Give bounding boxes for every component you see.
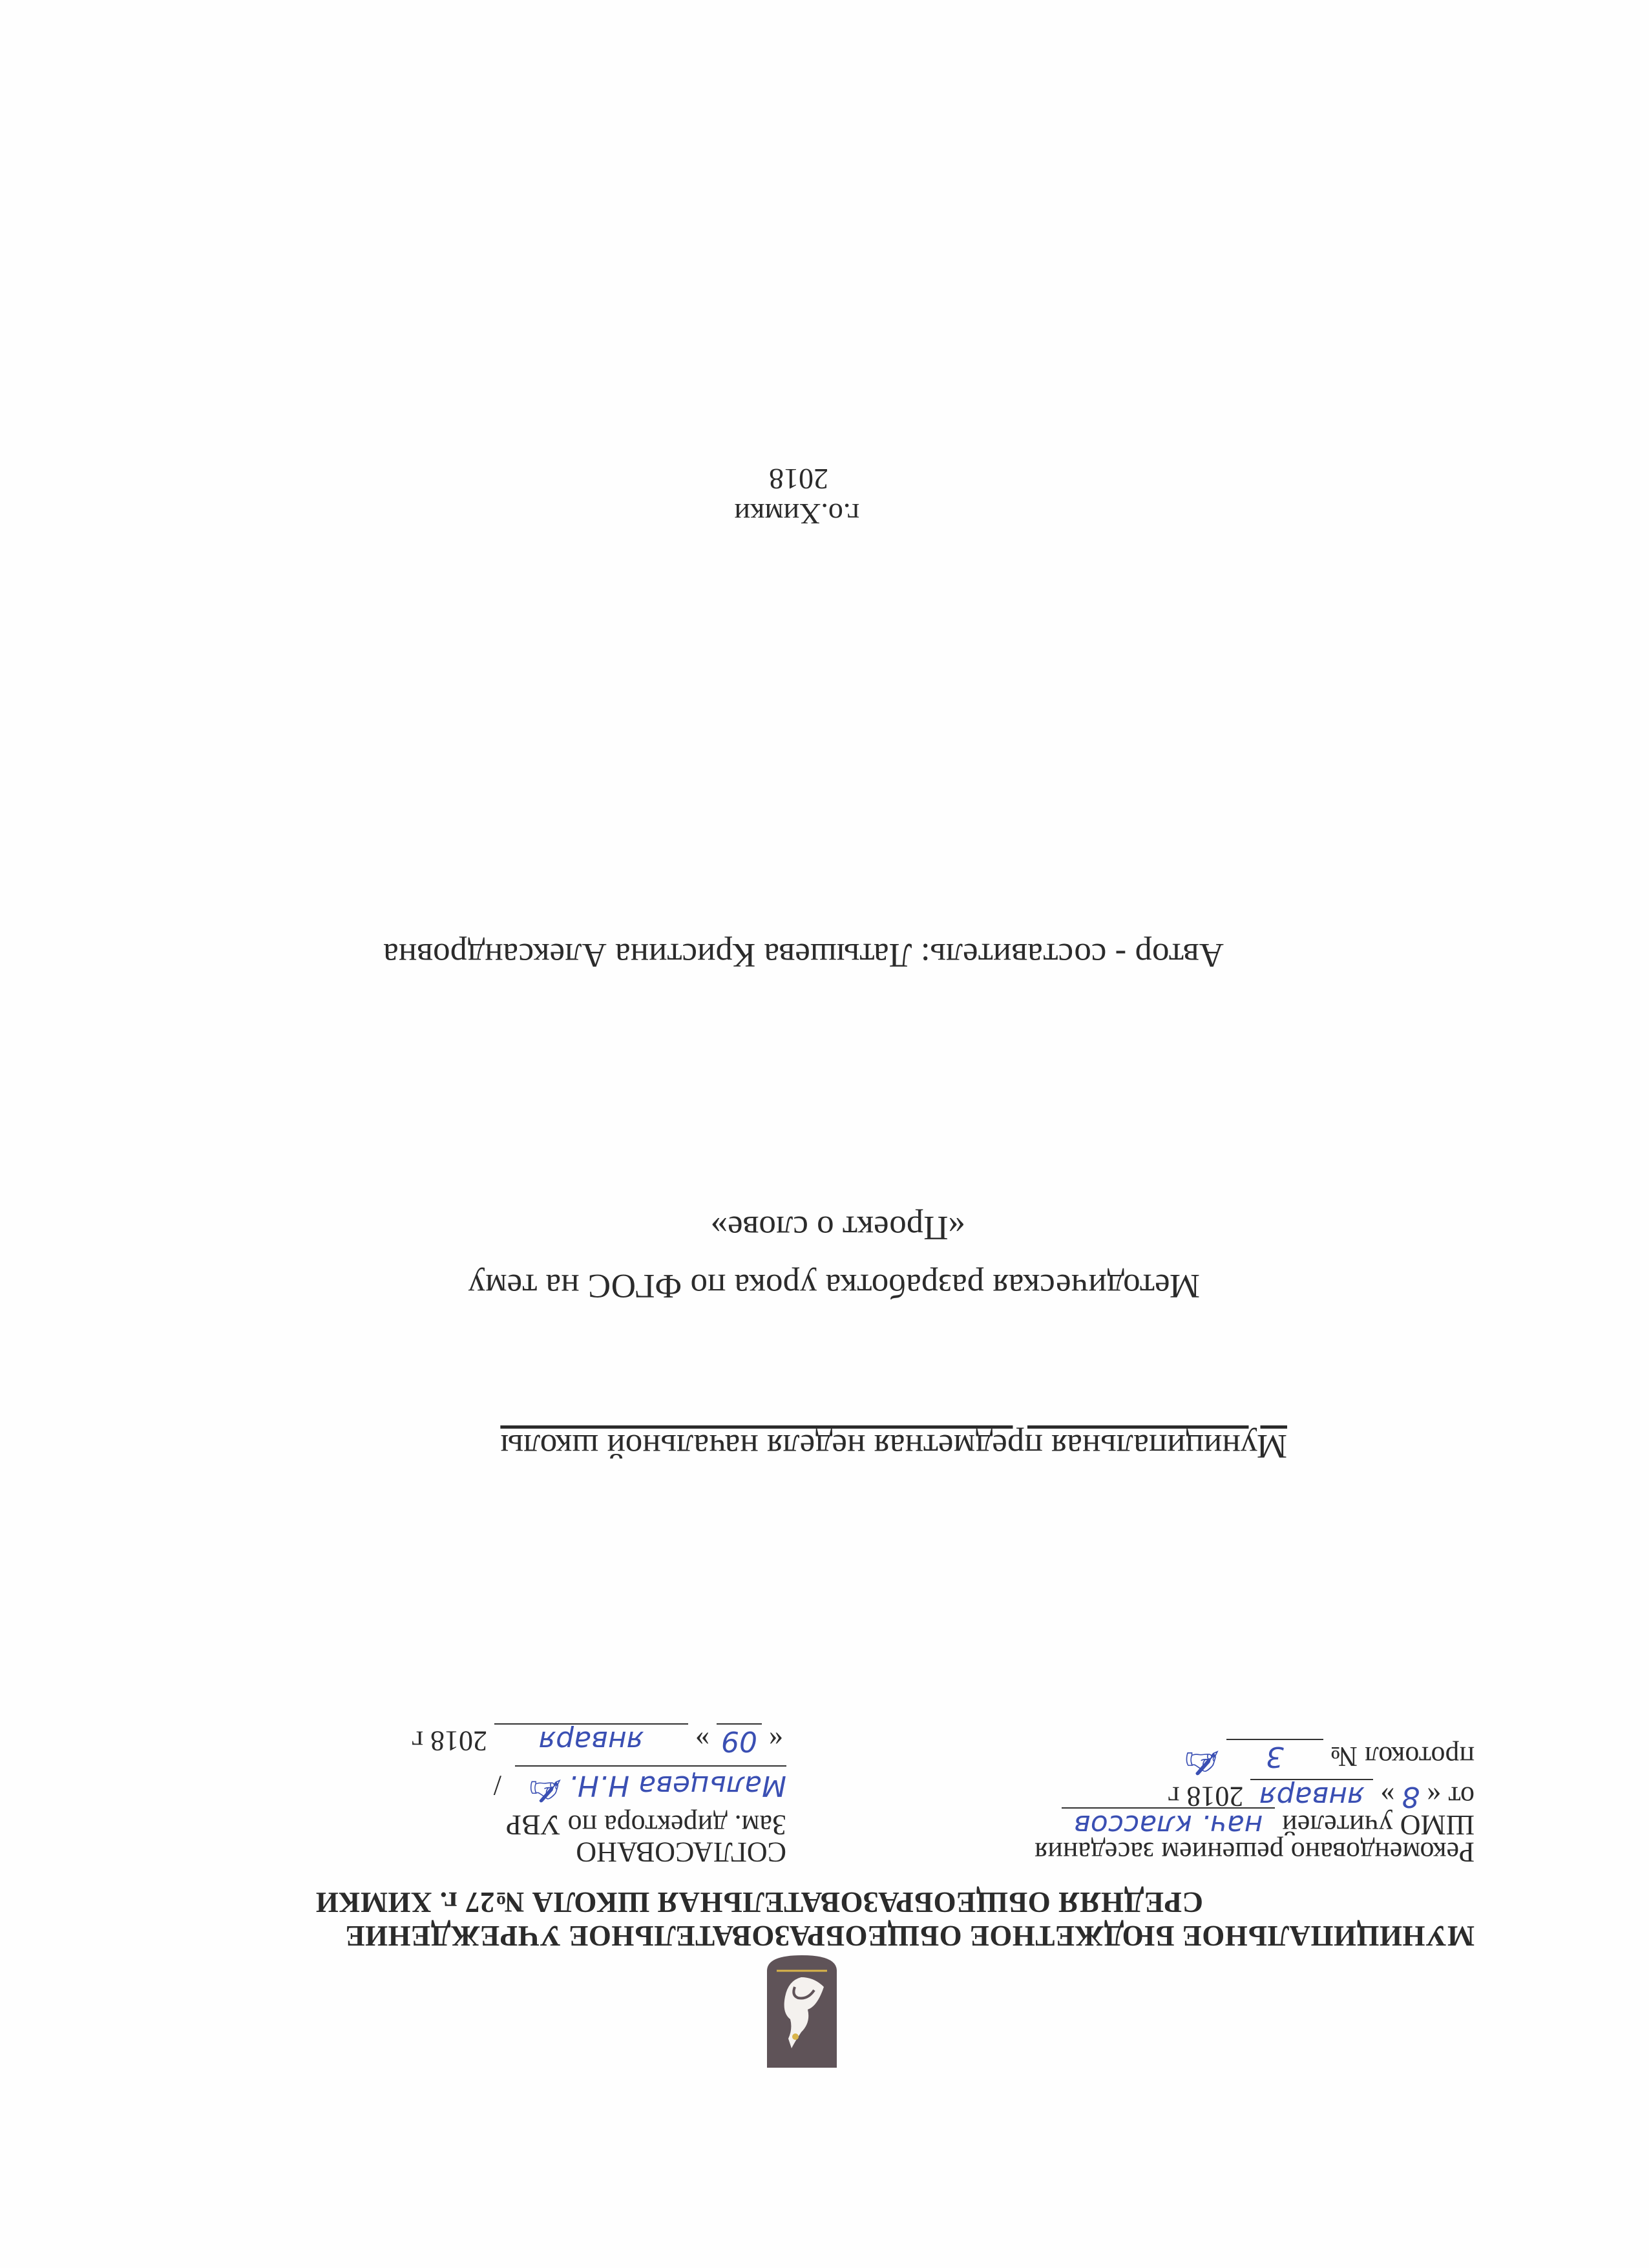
date-mid: » [1380, 1781, 1395, 1812]
agreed-label: СОГЛАСОВАНО [576, 1836, 786, 1868]
date-prefix: от « [1427, 1781, 1475, 1812]
protocol-label: протокол № [1330, 1741, 1475, 1772]
sign-date-day-handwritten: 09 [721, 1725, 757, 1758]
signature-right: ✍ [529, 1767, 562, 1812]
city-label: г.о.Химки [734, 498, 859, 530]
date-suffix: 2018 г [1168, 1781, 1244, 1812]
sign-date-open: « [769, 1725, 783, 1757]
sign-date-year: 2018 г [411, 1725, 487, 1757]
sign-date-line [412, 1723, 783, 1758]
method-title: Методическая разработка урока по ФГОС на тему [468, 1267, 1200, 1305]
protocol-number-handwritten: 3 [1265, 1740, 1284, 1773]
deputy-signature-line: Мальцева Н.Н. ✍ / [493, 1767, 786, 1812]
sign-date-close: » [695, 1725, 709, 1757]
protocol-line [1184, 1737, 1475, 1785]
signature-left: ✍ [1184, 1737, 1219, 1785]
khimki-coat-of-arms-icon [767, 1955, 837, 2068]
project-title: «Проект о слове» [710, 1209, 965, 1246]
shmo-label: ШМО учителей [1282, 1809, 1475, 1841]
shmo-handwritten: нач. классов [1073, 1809, 1263, 1842]
author-line: Автор - составитель: Латышева Кристина Александровна [383, 936, 1224, 974]
deputy-label: Зам. директора по УВР [505, 1809, 786, 1841]
date-day-handwritten: 8 [1402, 1780, 1420, 1813]
recommended-label: Рекомендовано решением заседания [1035, 1836, 1475, 1868]
sign-date-month-handwritten: января [538, 1725, 644, 1758]
school-name-line-2: СРЕДНЯЯ ОБЩЕОБРАЗОВАТЕЛЬНАЯ ШКОЛА №27 г. ХИМКИ [315, 1886, 1203, 1918]
year-label: 2018 [769, 463, 828, 496]
deputy-name-handwritten: Мальцева Н.Н. [568, 1769, 786, 1802]
event-title: Муниципальная предметная неделя начальной школы [500, 1427, 1287, 1465]
school-name-line-1: МУНИЦИПАЛЬНОЕ БЮДЖЕТНОЕ ОБЩЕОБРАЗОВАТЕЛЬНОЕ УЧРЕЖДЕНИЕ [345, 1920, 1475, 1952]
date-month-handwritten: января [1259, 1780, 1365, 1813]
